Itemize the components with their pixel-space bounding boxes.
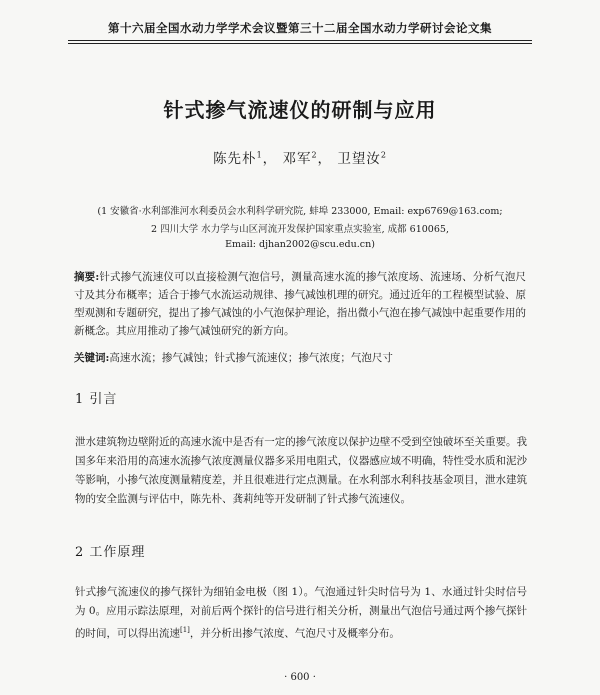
citation-ref: [1] — [180, 626, 190, 634]
keywords-text: 高速水流；掺气减蚀；针式掺气流速仪；掺气浓度；气泡尺寸 — [109, 352, 393, 364]
author-affiliation-mark: 2 — [380, 150, 387, 160]
author-list: 陈先朴$^1$， 邓军$^2$， 卫望汝$^2$ — [213, 150, 387, 167]
author-name: 陈先朴 — [213, 151, 257, 167]
abstract-text: 针式掺气流速仪可以直接检测气泡信号，测量高速水流的掺气浓度场、流速场、分析气泡尺寸及其分布概率；适合于掺气水流运动规律、掺气减蚀机理的研究。通过近年的工程模型试验、原型观测和专题研究，提出了掺气减蚀的小气泡保护理论，指出微小气泡在掺气减蚀中起重要作用的新概念。其应用推动了掺气减蚀研究的新方向。 — [74, 271, 526, 337]
keywords — [74, 350, 526, 365]
affiliation-line-3: Email: djhan2002@scu.edu.cn) — [225, 239, 375, 250]
author-name: 邓军 — [282, 151, 312, 167]
principle-text-part-1: 针式掺气流速仪的掺气探针为细铂金电极（图 1）。气泡通过针尖时信号为 1、水通过针尖时信号为 0。应用示踪法原理，对前后两个探针的信号进行相关分析，测量出气泡信号通过两个掺气探针的时间，可以得出流速 — [75, 586, 527, 640]
keywords-label: 关键词: — [74, 352, 110, 364]
principle-text-part-2: ，并分析出掺气浓度、气泡尺寸及概率分布。 — [189, 627, 400, 640]
author-name: 卫望汝 — [337, 151, 381, 167]
page-number: · 600 · — [284, 672, 316, 683]
affiliation-line-1: (1 安徽省·水利部淮河水利委员会水利科学研究院, 蚌埠 233000, Email: exp6769@163.com; — [97, 206, 503, 217]
author-affiliation-mark: 1 — [256, 150, 263, 160]
section-body-introduction: 泄水建筑物边壁附近的高速水流中是否有一定的掺气浓度以保护边壁不受到空蚀破坏至关重要。我国多年来沿用的高速水流掺气浓度测量仪器多采用电阻式，仪器感应域不明确，特性受水质和泥沙等影响，小掺气浓度测量精度差，并且很难进行定点测量。在水利部水利科技基金项目，泄水建筑物的安全监测与评估中，陈先朴、龚莉纯等开发研制了针式掺气流速仪。 — [75, 436, 527, 505]
section-heading-principle: 2 工作原理 — [75, 545, 146, 560]
abstract-label: 摘要: — [74, 271, 100, 283]
header-rule-thin — [68, 43, 532, 44]
header-rule-thick — [68, 40, 532, 41]
abstract — [74, 268, 526, 340]
running-header: 第十六届全国水动力学学术会议暨第三十二届全国水动力学研讨会论文集 — [108, 21, 492, 35]
author-affiliation-mark: 2 — [311, 150, 318, 160]
section-body-principle — [75, 583, 527, 644]
section-heading-introduction: 1 引言 — [75, 392, 118, 407]
affiliation-line-2: 2 四川大学 水力学与山区河流开发保护国家重点实验室, 成都 610065, — [151, 224, 449, 235]
paper-title: 针式掺气流速仪的研制与应用 — [163, 98, 437, 122]
